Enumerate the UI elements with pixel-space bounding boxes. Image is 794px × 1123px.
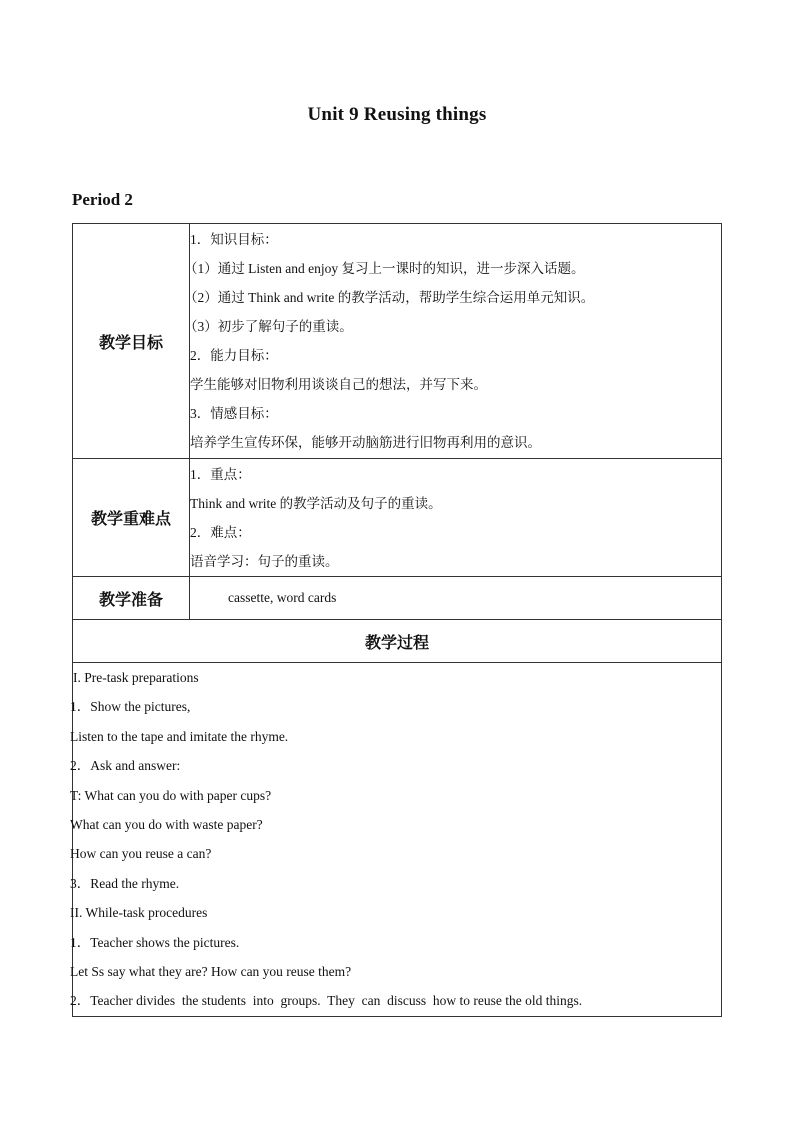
key-points-line: 2．难点： (190, 524, 251, 540)
key-points-line: Think and write 的教学活动及句子的重读。 (190, 495, 442, 511)
objectives-line: 2．能力目标： (190, 348, 278, 363)
key-points-row (73, 459, 722, 577)
process-line: Let Ss say what they are? How can you reuse them? (70, 963, 352, 979)
process-line: 2．Teacher divides the students into groups. They can discuss how to reuse the old things. (70, 993, 583, 1009)
process-row (73, 663, 722, 1017)
key-points-line: 语音学习：句子的重读。 (190, 553, 339, 569)
key-points-line: 1．重点： (190, 466, 251, 482)
objectives-row (73, 224, 722, 459)
process-line: 3．Read the rhyme. (70, 875, 180, 891)
preparation-content: cassette, word cards (190, 577, 722, 620)
process-line: T: What can you do with paper cups? (70, 787, 272, 803)
process-line: Listen to the tape and imitate the rhyme. (70, 728, 289, 744)
key-points-content (190, 459, 722, 577)
process-line: How can you reuse a can? (70, 846, 212, 862)
process-line: 2．Ask and answer: (70, 758, 181, 774)
objectives-line: （3）初步了解句子的重读。 (184, 319, 353, 334)
preparation-row (73, 577, 722, 620)
process-line: I. Pre-task preparations (73, 670, 199, 685)
process-line: II. While-task procedures (70, 905, 208, 921)
lesson-plan-table (72, 223, 722, 1017)
process-line: What can you do with waste paper? (70, 816, 263, 832)
process-header: 教学过程 (73, 620, 722, 663)
process-content (70, 663, 722, 1017)
objectives-line: 3．情感目标： (190, 406, 278, 421)
objectives-line: 培养学生宣传环保，能够开动脑筋进行旧物再利用的意识。 (190, 435, 541, 450)
document-title: Unit 9 Reusing things (307, 104, 487, 125)
period-heading: Period 2 (72, 190, 133, 209)
objectives-line: 1．知识目标： (190, 232, 278, 247)
objectives-line: 学生能够对旧物利用谈谈自己的想法，并写下来。 (190, 377, 487, 392)
preparation-label: 教学准备 (73, 577, 190, 620)
objectives-line: （2）通过 Think and write 的教学活动，帮助学生综合运用单元知识。 (184, 290, 595, 305)
process-line: 1．Show the pictures, (70, 699, 191, 715)
key-points-label: 教学重难点 (73, 459, 190, 577)
objectives-line: （1）通过 Listen and enjoy 复习上一课时的知识，进一步深入话题。 (184, 261, 585, 276)
process-header-row (73, 620, 722, 663)
objectives-content (184, 224, 722, 459)
process-line: 1．Teacher shows the pictures. (70, 934, 240, 950)
objectives-label: 教学目标 (73, 224, 190, 459)
